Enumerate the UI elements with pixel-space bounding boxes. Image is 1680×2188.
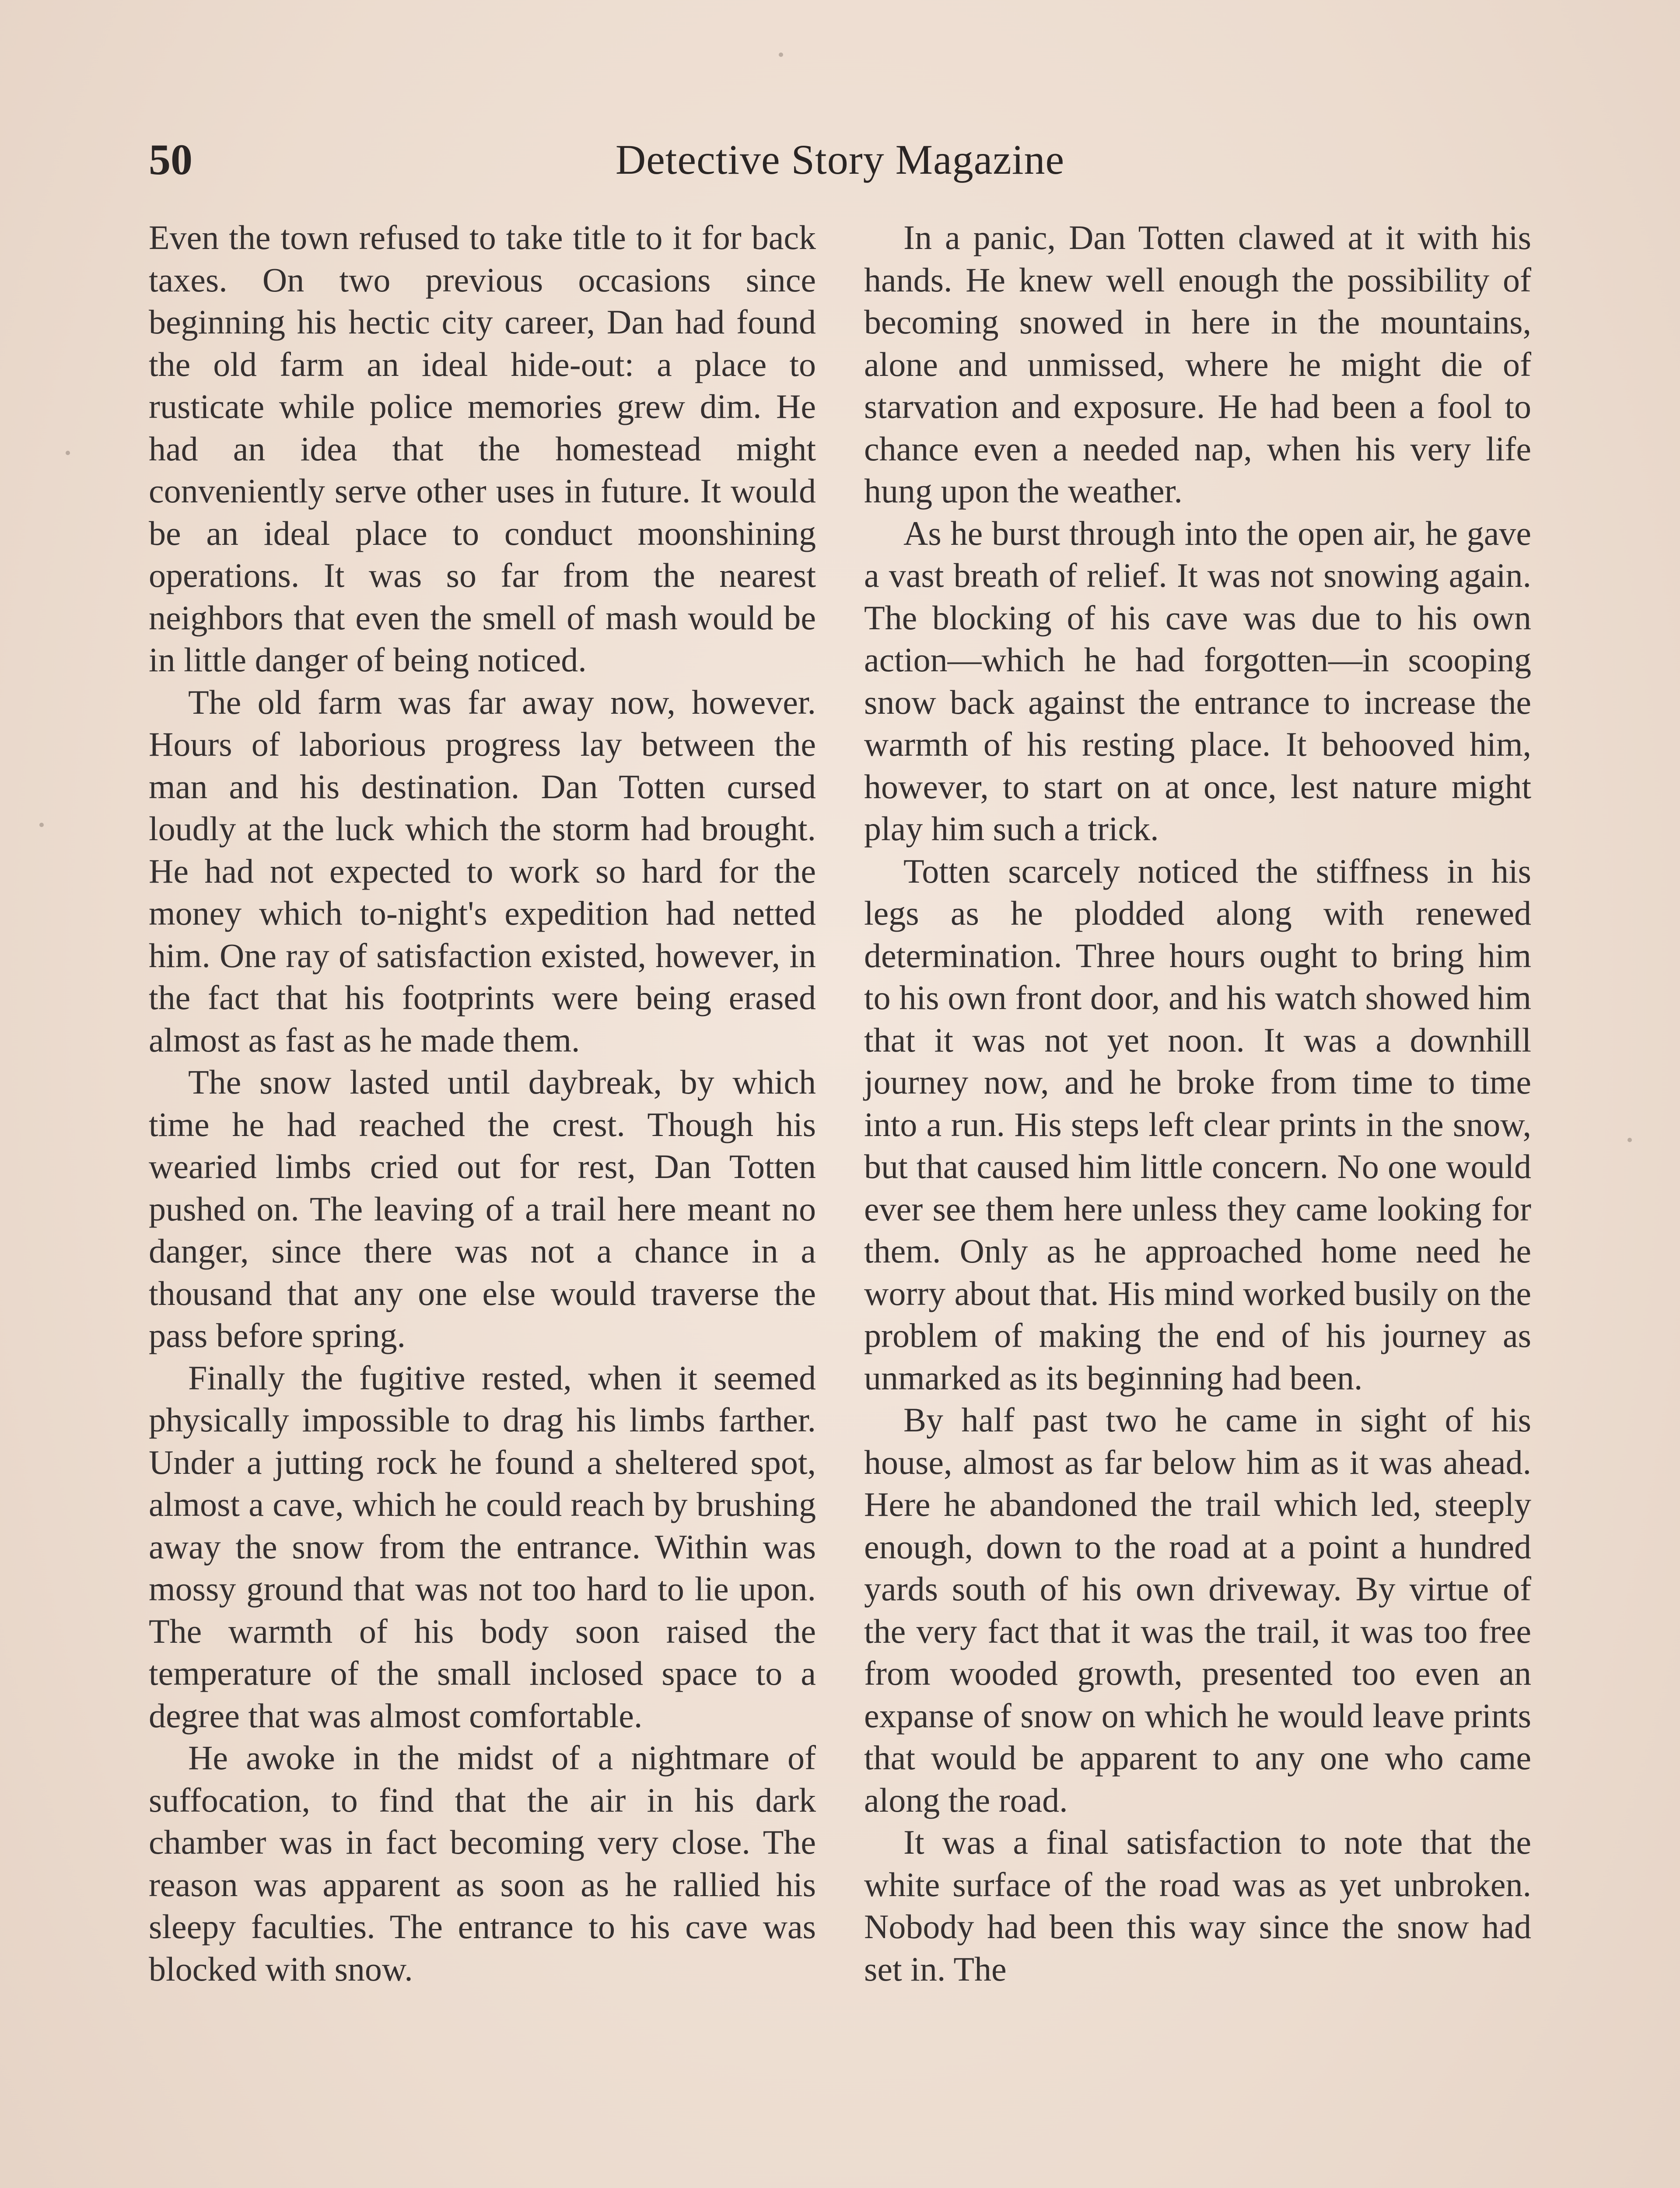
paper-speck bbox=[779, 53, 783, 57]
left-column bbox=[149, 217, 816, 1990]
paragraph: He awoke in the midst of a nightmare of suffocation, to find that the air in his dark chamber was in fact becoming very close. The reason was apparent as soon as he rallied his sleepy faculties. The entrance to his cave was blocked with snow. bbox=[149, 1739, 816, 1988]
paragraph: As he burst through into the open air, he gave a vast breath of relief. It was not snowing again. The blocking of his cave was due to his own action—which he had forgotten—in scooping snow back against the entrance to increase the warmth of his resting place. It behooved him, however, to start on at once, lest nature might play him such a trick. bbox=[864, 514, 1531, 848]
paragraph: It was a final satisfaction to note that the white surface of the road was as yet unbroken. Nobody had been this way since the snow had set in. The bbox=[864, 1823, 1531, 1988]
page-number: 50 bbox=[149, 135, 192, 184]
paper-speck bbox=[39, 823, 44, 827]
paragraph: Finally the fugitive rested, when it seemed physically impossible to drag his limbs farther. Under a jutting rock he found a sheltered spot, almost a cave, which he could reach by brushing away the snow from the entrance. Within was mossy ground that was not too hard to lie upon. The warmth of his body soon raised the temperature of the small inclosed space to a degree that was almost comfortable. bbox=[149, 1358, 816, 1735]
paragraph: By half past two he came in sight of his house, almost as far below him as it was ahead. Here he abandoned the trail which led, steeply enough, down to the road at a point a hundred yards south of his own driveway. By virtue of the very fact that it was the trail, it was too free from wooded growth, presented too even an expanse of snow on which he would leave prints that would be apparent to any one who came along the road. bbox=[864, 1401, 1531, 1819]
paragraph: Totten scarcely noticed the stiffness in his legs as he plodded along with renewed determination. Three hours ought to bring him to his own front door, and his watch showed him that it was not yet noon. It was a downhill journey now, and he broke from time to time into a run. His steps left clear prints in the snow, but that caused him little concern. No one would ever see them here unless they came looking for them. Only as he approached home need he worry about that. His mind worked busily on the problem of making the end of his journey as unmarked as its beginning had been. bbox=[864, 852, 1531, 1397]
paragraph: The snow lasted until daybreak, by which time he had reached the crest. Though his wearied limbs cried out for rest, Dan Totten pushed on. The leaving of a trail here meant no danger, since there was not a chance in a thousand that any one else would traverse the pass before spring. bbox=[149, 1063, 816, 1354]
paragraph: The old farm was far away now, however. Hours of laborious progress lay between the man and his destination. Dan Totten cursed loudly at the luck which the storm had brought. He had not expected to work so hard for the money which to-night's expedition had netted him. One ray of satisfaction existed, however, in the fact that his footprints were being erased almost as fast as he made them. bbox=[149, 683, 816, 1059]
paragraph: In a panic, Dan Totten clawed at it with his hands. He knew well enough the possibility of becoming snowed in here in the mountains, alone and unmissed, where he might die of starvation and exposure. He had been a fool to chance even a needed nap, when his very life hung upon the weather. bbox=[864, 218, 1531, 510]
right-column bbox=[864, 217, 1531, 1990]
paper-speck bbox=[66, 451, 70, 455]
running-head-title: Detective Story Magazine bbox=[615, 136, 1065, 183]
paragraph: Even the town refused to take title to it for back taxes. On two previous occasions since beginning his hectic city career, Dan had found the old farm an ideal hide-out: a place to rusticate while police memories grew dim. He had an idea that the homestead might conveniently serve other uses in future. It would be an ideal place to conduct moonshining operations. It was so far from the nearest neighbors that even the smell of mash would be in little danger of being noticed. bbox=[149, 218, 816, 679]
paper-speck bbox=[1628, 1138, 1632, 1142]
